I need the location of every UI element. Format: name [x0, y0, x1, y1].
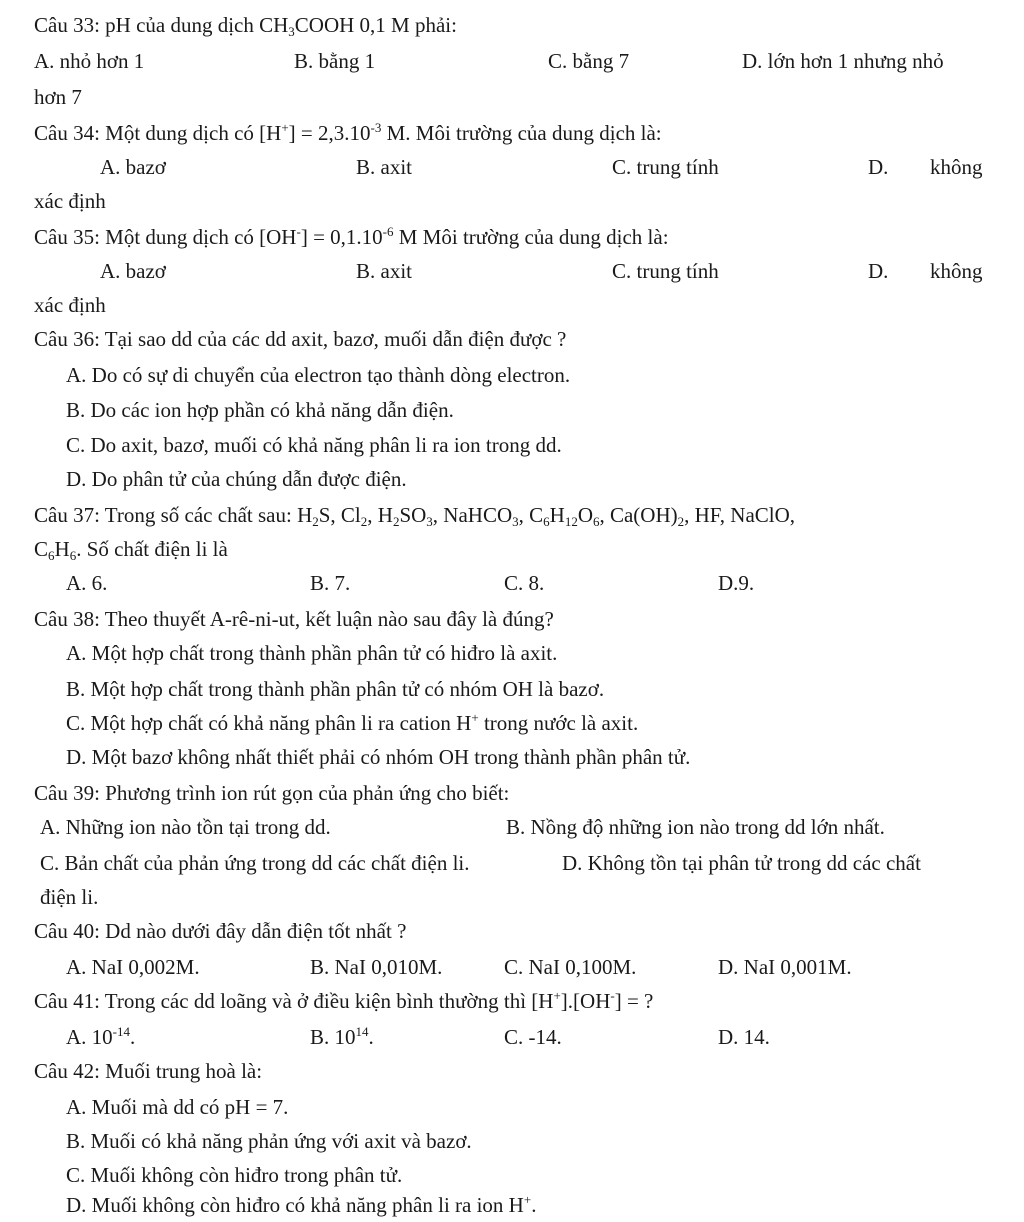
q36-option-b	[0, 393, 1024, 427]
q37-f7: H	[549, 503, 565, 527]
q37-s9: 2	[677, 514, 685, 529]
q42-stem-text: Câu 42: Muối trung hoà là:	[34, 1059, 263, 1083]
q38-option-a	[0, 636, 1024, 670]
q34-stem-tail: M. Môi trường của dung dịch là:	[381, 121, 662, 145]
q41-option-b-tail: .	[368, 1025, 374, 1049]
q34-options	[0, 150, 1024, 184]
q37-s8: 6	[592, 514, 600, 529]
q41-option-a-tail: .	[130, 1025, 136, 1049]
q37-stem-cont	[0, 532, 1024, 566]
q35-stem-mid: ] = 0,1.10	[300, 225, 383, 249]
q33-options	[0, 44, 1024, 78]
q33-option-d: D. lớn hơn 1 nhưng nhỏ	[742, 49, 944, 73]
q41-sup1: +	[553, 988, 561, 1003]
q41-option-a: A. 10	[66, 1025, 113, 1049]
q38-option-b	[0, 672, 1024, 706]
q41-option-d: D. 14.	[718, 1025, 770, 1049]
q39-option-c: C. Bản chất của phản ứng trong dd các chất điện li.	[40, 851, 470, 875]
q36-option-a	[0, 358, 1024, 392]
q37-s2: 2	[360, 514, 368, 529]
q41-options	[0, 1020, 1024, 1054]
q42-option-b-text: B. Muối có khả năng phản ứng với axit và bazơ.	[66, 1129, 472, 1153]
q42-option-b	[0, 1124, 1024, 1158]
q37-option-a: A. 6.	[66, 571, 108, 595]
q34-option-d-cont-text: xác định	[34, 189, 106, 213]
q38-option-c	[0, 706, 1024, 740]
q38-option-c-sup: +	[471, 710, 479, 725]
q38-option-d	[0, 740, 1024, 774]
q39-option-b: B. Nồng độ những ion nào trong dd lớn nhất.	[506, 815, 885, 839]
q35-option-d-text: không	[930, 259, 983, 283]
q40-options	[0, 950, 1024, 984]
q38-option-c-tail: trong nước là axit.	[478, 711, 639, 735]
q33-stem	[0, 8, 1024, 42]
q37-l2s2: 6	[69, 548, 77, 563]
q40-option-c: C. NaI 0,100M.	[504, 955, 637, 979]
q41-option-c: C. -14.	[504, 1025, 562, 1049]
q34-stem-text: Câu 34: Một dung dịch có [H	[34, 121, 282, 145]
q34-stem	[0, 116, 1024, 150]
q36-option-c-text: C. Do axit, bazơ, muối có khả năng phân li ra ion trong dd.	[66, 433, 562, 457]
q38-option-a-text: A. Một hợp chất trong thành phần phân tử có hiđro là axit.	[66, 641, 558, 665]
q42-option-a	[0, 1090, 1024, 1124]
q37-l2c: . Số chất điện li là	[76, 537, 228, 561]
q42-option-d-sup: +	[523, 1192, 532, 1207]
q37-stem-text: Câu 37: Trong số các chất sau:	[34, 503, 298, 527]
q41-stem-text: Câu 41: Trong các dd loãng và ở điều kiện bình thường thì [H	[34, 989, 554, 1013]
q39-options-row1	[0, 810, 1024, 844]
q34-option-c: C. trung tính	[612, 155, 719, 179]
q37-f6: , C	[518, 503, 544, 527]
q36-option-b-text: B. Do các ion hợp phần có khả năng dẫn điện.	[66, 398, 454, 422]
q41-option-b: B. 10	[310, 1025, 356, 1049]
q33-option-c: C. bằng 7	[548, 49, 630, 73]
q35-sup1: -	[296, 224, 301, 239]
q36-option-a-text: A. Do có sự di chuyển của electron tạo thành dòng electron.	[66, 363, 571, 387]
q40-stem	[0, 914, 1024, 948]
q34-option-d-cont	[0, 184, 1024, 218]
q36-stem	[0, 322, 1024, 356]
q38-stem	[0, 602, 1024, 636]
q37-f8: O	[577, 503, 593, 527]
q41-stem	[0, 984, 1024, 1018]
q39-option-d-cont	[0, 880, 1024, 914]
q34-option-d-text: không	[930, 155, 983, 179]
q42-stem	[0, 1054, 1024, 1088]
q38-option-c-text: C. Một hợp chất có khả năng phân li ra cation H	[66, 711, 472, 735]
q35-sup2: -6	[382, 224, 394, 239]
q42-option-d-tail: .	[531, 1193, 537, 1217]
q35-option-c: C. trung tính	[612, 259, 719, 283]
q35-option-d-cont-text: xác định	[34, 293, 106, 317]
q40-stem-text: Câu 40: Dd nào dưới đây dẫn điện tốt nhất ?	[34, 919, 407, 943]
q37-option-c: C. 8.	[504, 571, 545, 595]
q37-f4: SO	[399, 503, 427, 527]
q35-stem-text: Câu 35: Một dung dịch có [OH	[34, 225, 297, 249]
q37-option-b: B. 7.	[310, 571, 351, 595]
q37-s1: 2	[312, 514, 319, 529]
q37-stem	[0, 498, 1024, 532]
q37-f10: , HF, NaClO,	[684, 503, 796, 527]
q37-s4: 3	[426, 514, 433, 529]
q38-option-d-text: D. Một bazơ không nhất thiết phải có nhóm OH trong thành phần phân tử.	[66, 745, 691, 769]
q33-option-d-cont	[0, 80, 1024, 114]
q41-option-b-sup: 14	[355, 1024, 369, 1039]
q33-option-b: B. bằng 1	[294, 49, 376, 73]
q34-stem-mid: ] = 2,3.10	[288, 121, 371, 145]
q39-option-d-cont-text: điện li.	[40, 885, 99, 909]
q34-sup1: +	[281, 120, 289, 135]
q34-option-b: B. axit	[356, 155, 412, 179]
q39-option-a: A. Những ion nào tồn tại trong dd.	[40, 815, 331, 839]
q37-l2b: H	[54, 537, 70, 561]
q35-option-b: B. axit	[356, 259, 412, 283]
q34-option-d-label: D.	[868, 155, 889, 179]
q37-s3: 2	[392, 514, 400, 529]
q40-option-a: A. NaI 0,002M.	[66, 955, 200, 979]
q33-option-a: A. nhỏ hơn 1	[34, 49, 145, 73]
q37-options	[0, 566, 1024, 600]
q41-sup2: -	[610, 988, 615, 1003]
q37-option-d: D.9.	[718, 571, 755, 595]
q35-stem-tail: M Môi trường của dung dịch là:	[393, 225, 669, 249]
q36-option-d	[0, 462, 1024, 496]
q38-option-b-text: B. Một hợp chất trong thành phần phân tử có nhóm OH là bazơ.	[66, 677, 605, 701]
q35-option-d-cont	[0, 288, 1024, 322]
q33-option-d-cont-text: hơn 7	[34, 85, 82, 109]
q42-option-c	[0, 1158, 1024, 1192]
q36-option-d-text: D. Do phân tử của chúng dẫn được điện.	[66, 467, 407, 491]
q37-f2: S, Cl	[318, 503, 361, 527]
q33-stem-text: Câu 33: pH của dung dịch CH	[34, 13, 289, 37]
q35-options	[0, 254, 1024, 288]
q37-s5: 3	[512, 514, 519, 529]
q37-s6: 6	[543, 514, 550, 529]
q37-f9: , Ca(OH)	[599, 503, 678, 527]
q37-l2a: C	[34, 537, 49, 561]
q40-option-b: B. NaI 0,010M.	[310, 955, 443, 979]
q39-option-d: D. Không tồn tại phân tử trong dd các chất	[562, 851, 921, 875]
q42-option-c-text: C. Muối không còn hiđro trong phân tử.	[66, 1163, 403, 1187]
q37-f3: , H	[367, 503, 393, 527]
q35-option-d-label: D.	[868, 259, 889, 283]
q42-option-d	[0, 1188, 1024, 1222]
q38-stem-text: Câu 38: Theo thuyết A-rê-ni-ut, kết luận nào sau đây là đúng?	[34, 607, 554, 631]
q34-option-a: A. bazơ	[100, 155, 166, 179]
q39-stem-text: Câu 39: Phương trình ion rút gọn của phản ứng cho biết:	[34, 781, 510, 805]
q41-option-a-sup: -14	[112, 1024, 131, 1039]
q34-sup2: -3	[370, 120, 382, 135]
q35-option-a: A. bazơ	[100, 259, 166, 283]
q41-stem-tail: ] = ?	[614, 989, 654, 1013]
q35-stem	[0, 220, 1024, 254]
q42-option-a-text: A. Muối mà dd có pH = 7.	[66, 1095, 289, 1119]
q37-f5: , NaHCO	[432, 503, 513, 527]
q37-f1: H	[297, 503, 313, 527]
q33-sub: 3	[288, 24, 295, 39]
q33-stem-tail: COOH 0,1 M phải:	[294, 13, 457, 37]
q37-l2s1: 6	[48, 548, 55, 563]
q42-option-d-text: D. Muối không còn hiđro có khả năng phân li ra ion H	[66, 1193, 524, 1217]
q36-stem-text: Câu 36: Tại sao dd của các dd axit, bazơ, muối dẫn điện được ?	[34, 327, 567, 351]
q37-s7: 12	[564, 514, 578, 529]
q36-option-c	[0, 428, 1024, 462]
q39-options-row2	[0, 846, 1024, 880]
q40-option-d: D. NaI 0,001M.	[718, 955, 852, 979]
q39-stem	[0, 776, 1024, 810]
q41-stem-mid: ].[OH	[560, 989, 611, 1013]
